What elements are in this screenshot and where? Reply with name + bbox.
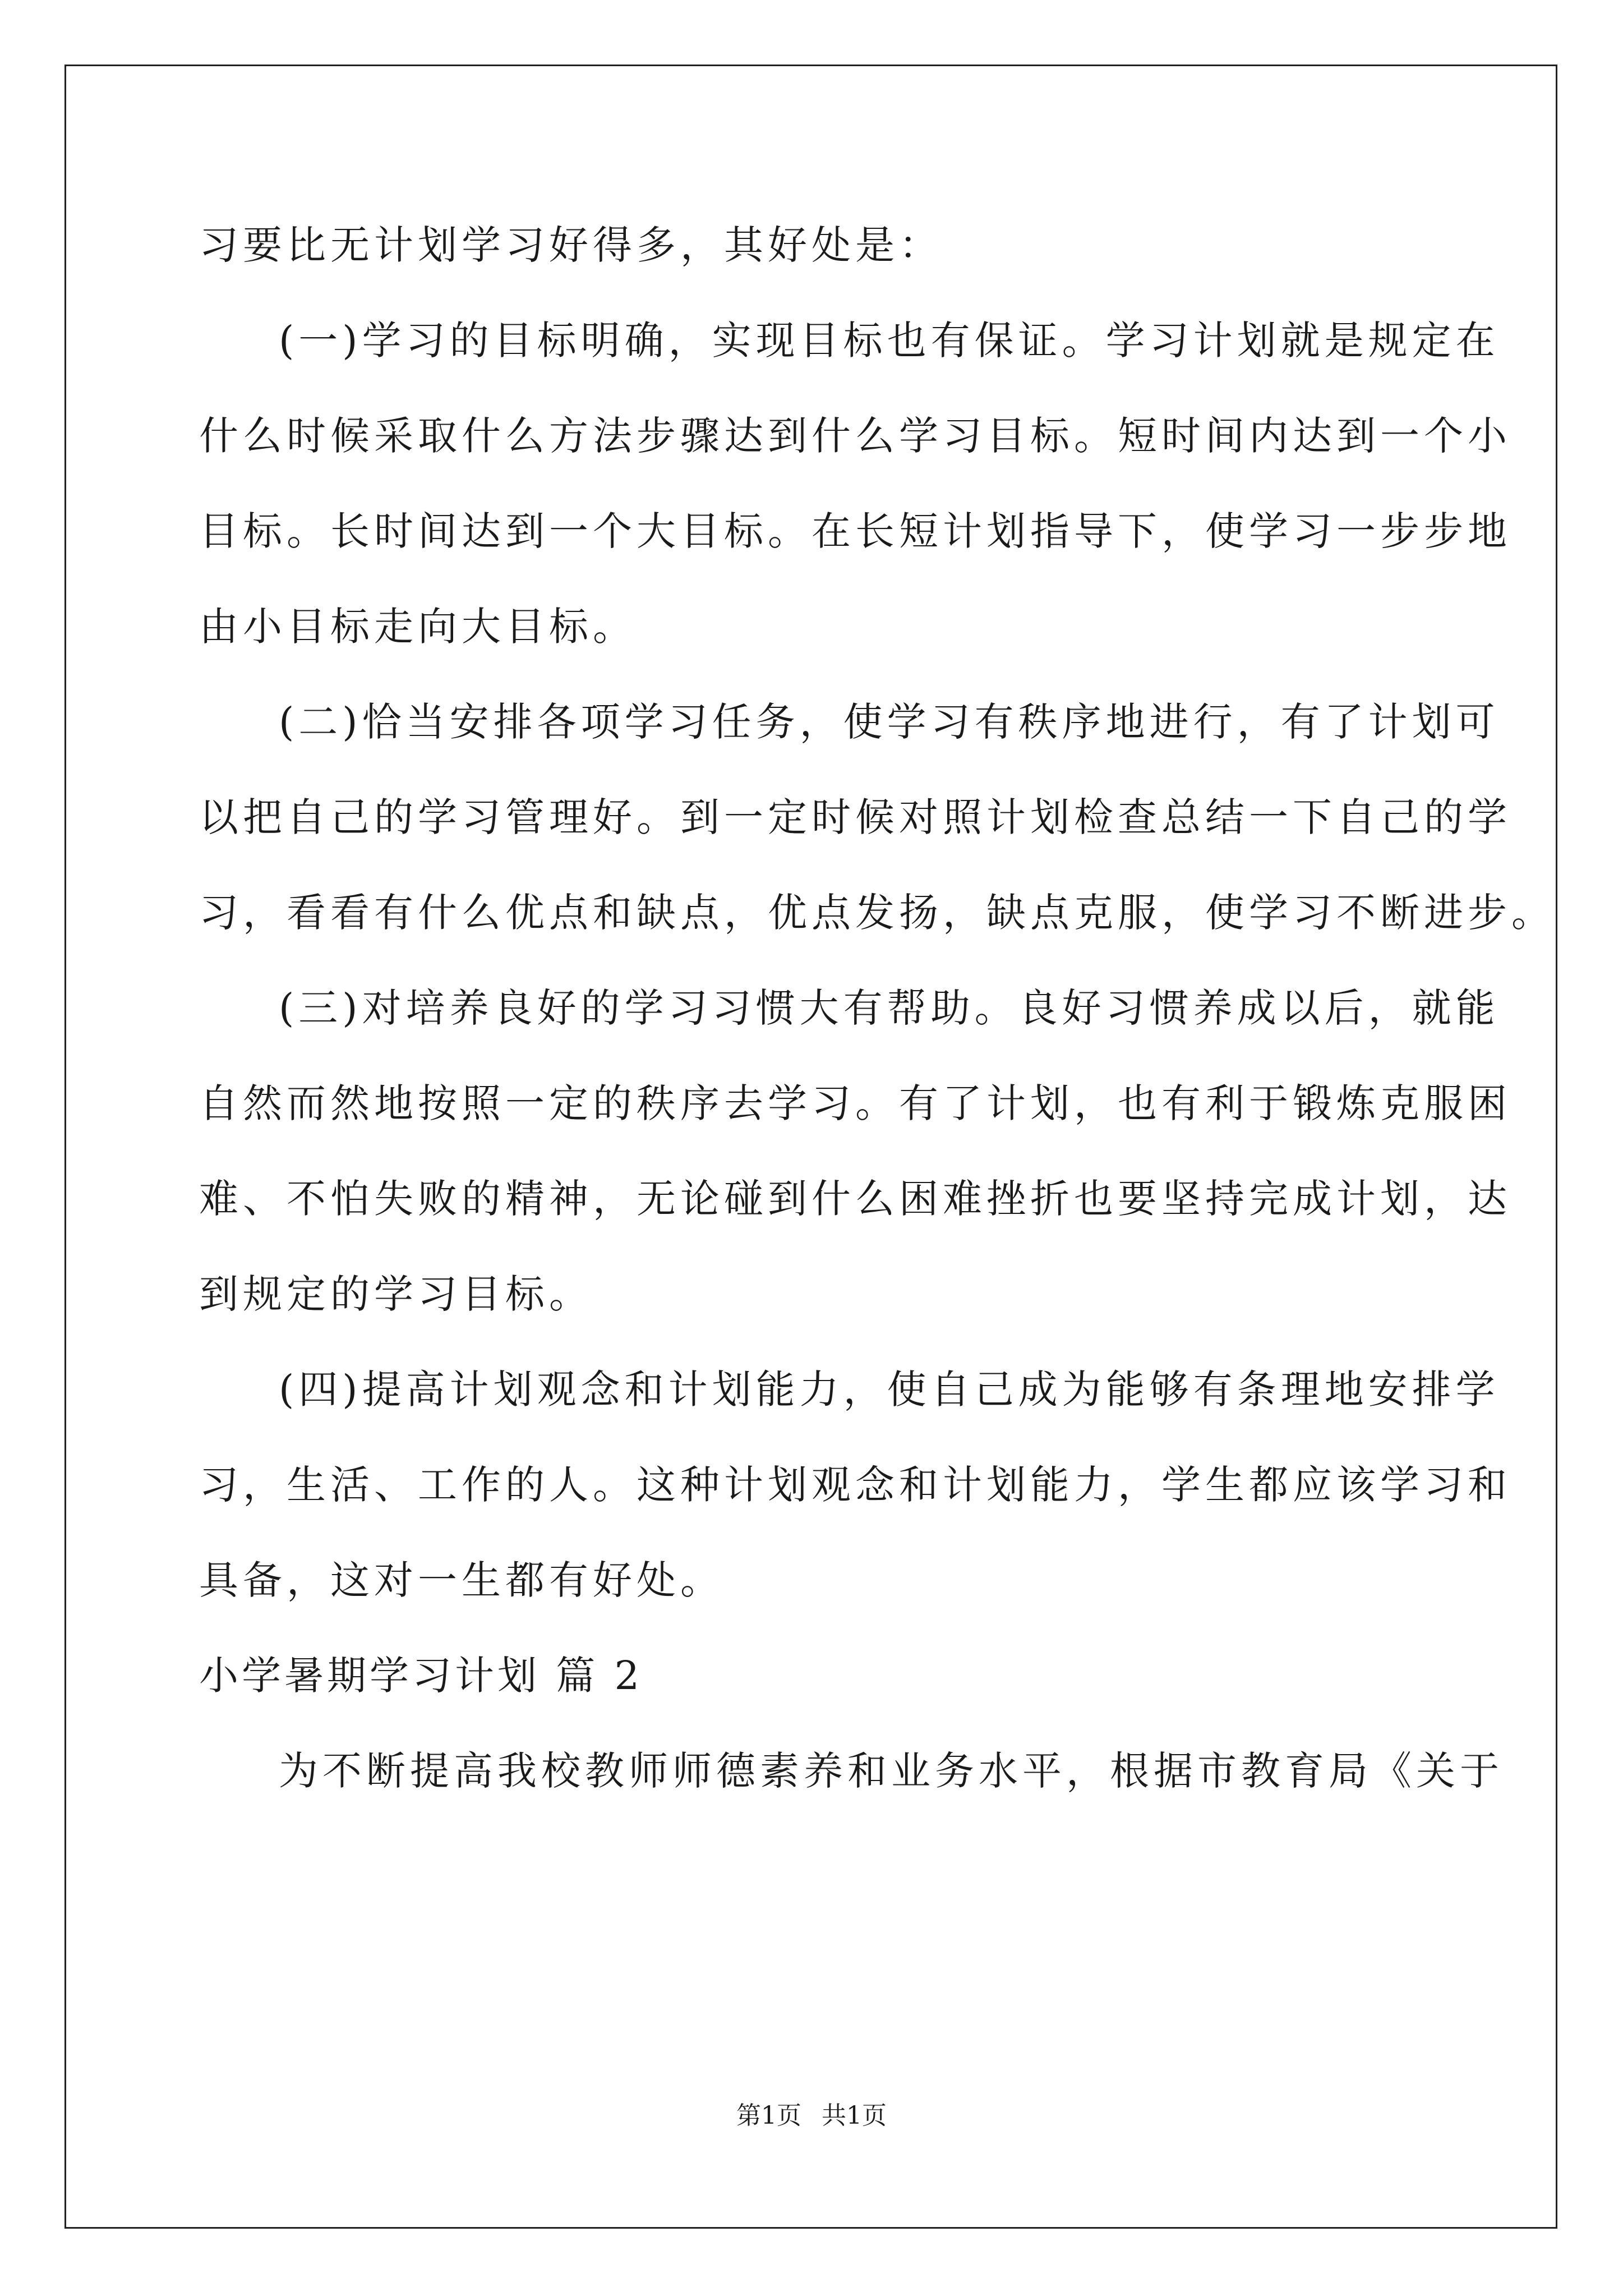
text-line: 目标。长时间达到一个大目标。在长短计划指导下，使学习一步步地 — [199, 508, 1511, 554]
paragraph-4-start: (四)提高计划观念和计划能力，使自己成为能够有条理地安排学 — [279, 1366, 1500, 1412]
page-number: 第1页 — [736, 2101, 801, 2130]
paragraph-2-start: (二)恰当安排各项学习任务，使学习有秩序地进行，有了计划可 — [279, 699, 1500, 745]
text-line: 什么时候采取什么方法步骤达到什么学习目标。短时间内达到一个小 — [199, 413, 1511, 459]
text-line: 到规定的学习目标。 — [199, 1271, 593, 1317]
text-line: 习要比无计划学习好得多，其好处是： — [199, 222, 943, 268]
text-line: 具备，这对一生都有好处。 — [199, 1557, 724, 1603]
paragraph-1-start: (一)学习的目标明确，实现目标也有保证。学习计划就是规定在 — [279, 318, 1500, 364]
paragraph-5-start: 为不断提高我校教师师德素养和业务水平，根据市教育局《关于 — [279, 1748, 1504, 1794]
paragraph-3-start: (三)对培养良好的学习习惯大有帮助。良好习惯养成以后，就能 — [279, 985, 1500, 1031]
text-line: 由小目标走向大目标。 — [199, 604, 637, 650]
document-body — [199, 197, 1555, 1819]
text-line: 以把自己的学习管理好。到一定时候对照计划检查总结一下自己的学 — [199, 794, 1511, 840]
text-line: 习，看看有什么优点和缺点，优点发扬，缺点克服，使学习不断进步。 — [199, 890, 1555, 936]
text-line: 习，生活、工作的人。这种计划观念和计划能力，学生都应该学习和 — [199, 1462, 1511, 1508]
text-line: 难、不怕失败的精神，无论碰到什么困难挫折也要坚持完成计划，达 — [199, 1176, 1511, 1222]
page-footer — [0, 2099, 1623, 2133]
section-heading: 小学暑期学习计划 篇 2 — [199, 1653, 643, 1699]
total-pages: 共1页 — [822, 2101, 887, 2130]
text-line: 自然而然地按照一定的秩序去学习。有了计划，也有利于锻炼克服困 — [199, 1080, 1511, 1126]
